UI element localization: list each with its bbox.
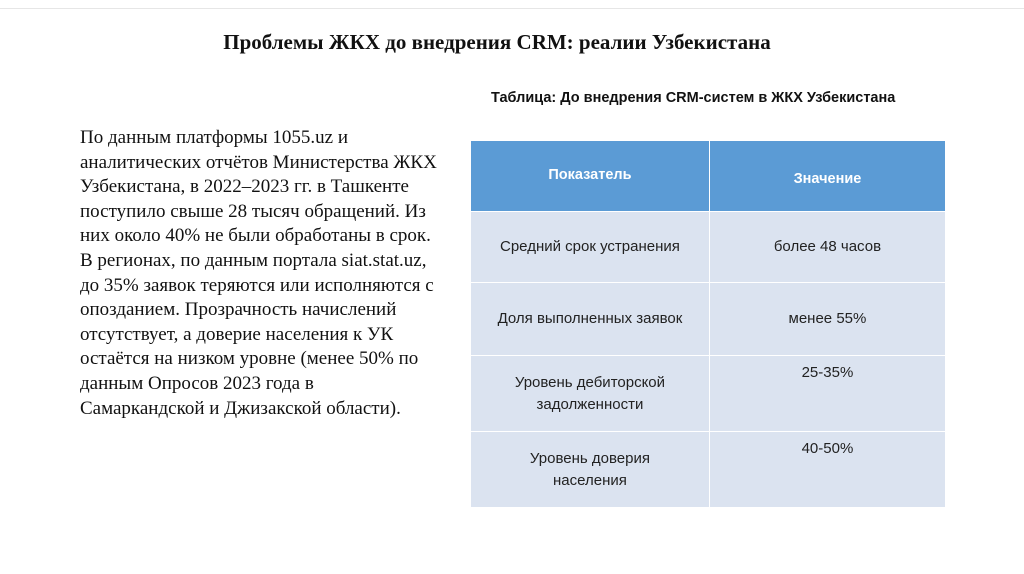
header-value bbox=[709, 141, 945, 212]
table-row bbox=[471, 283, 946, 356]
header-indicator bbox=[471, 141, 710, 212]
table-row bbox=[471, 356, 946, 432]
header-indicator-label: Показатель bbox=[548, 166, 632, 183]
slide-top-border bbox=[0, 0, 1024, 9]
cell-indicator: Уровень доверия населения bbox=[471, 432, 710, 508]
cell-indicator: Уровень дебиторской задолженности bbox=[471, 356, 710, 432]
cell-value: более 48 часов bbox=[709, 212, 945, 283]
header-value-label: Значение bbox=[793, 171, 862, 187]
cell-value: 25-35% bbox=[709, 356, 945, 432]
table-caption: Таблица: До внедрения CRM-систем в ЖКХ Узбекистана bbox=[491, 90, 896, 106]
slide-title-text: Проблемы ЖКХ до внедрения CRM: реалии Узбекистана bbox=[223, 30, 771, 54]
cell-indicator: Доля выполненных заявок bbox=[471, 283, 710, 356]
cell-value: менее 55% bbox=[709, 283, 945, 356]
data-table bbox=[470, 140, 946, 508]
body-paragraph: По данным платформы 1055.uz и аналитических отчётов Министерства ЖКХ Узбекистана, в 2022–2023 гг. в Ташкенте поступило свыше 28 тысяч обращений. Из них около 40% не были обработаны в срок. В регионах, по данным портала siat.stat.uz, до 35% заявок теряются или исполняются с опозданием. Прозрачность начислений отсутствует, а доверие населения к УК остаётся на низком уровне (менее 50% по данным Опросов 2023 года в Самаркандской и Джизакской области). bbox=[80, 127, 437, 419]
cell-indicator: Средний срок устранения bbox=[471, 212, 710, 283]
slide-title bbox=[0, 30, 1024, 55]
cell-value: 40-50% bbox=[709, 432, 945, 508]
table-header-row bbox=[471, 141, 946, 212]
table-row bbox=[471, 212, 946, 283]
table-row bbox=[471, 432, 946, 508]
